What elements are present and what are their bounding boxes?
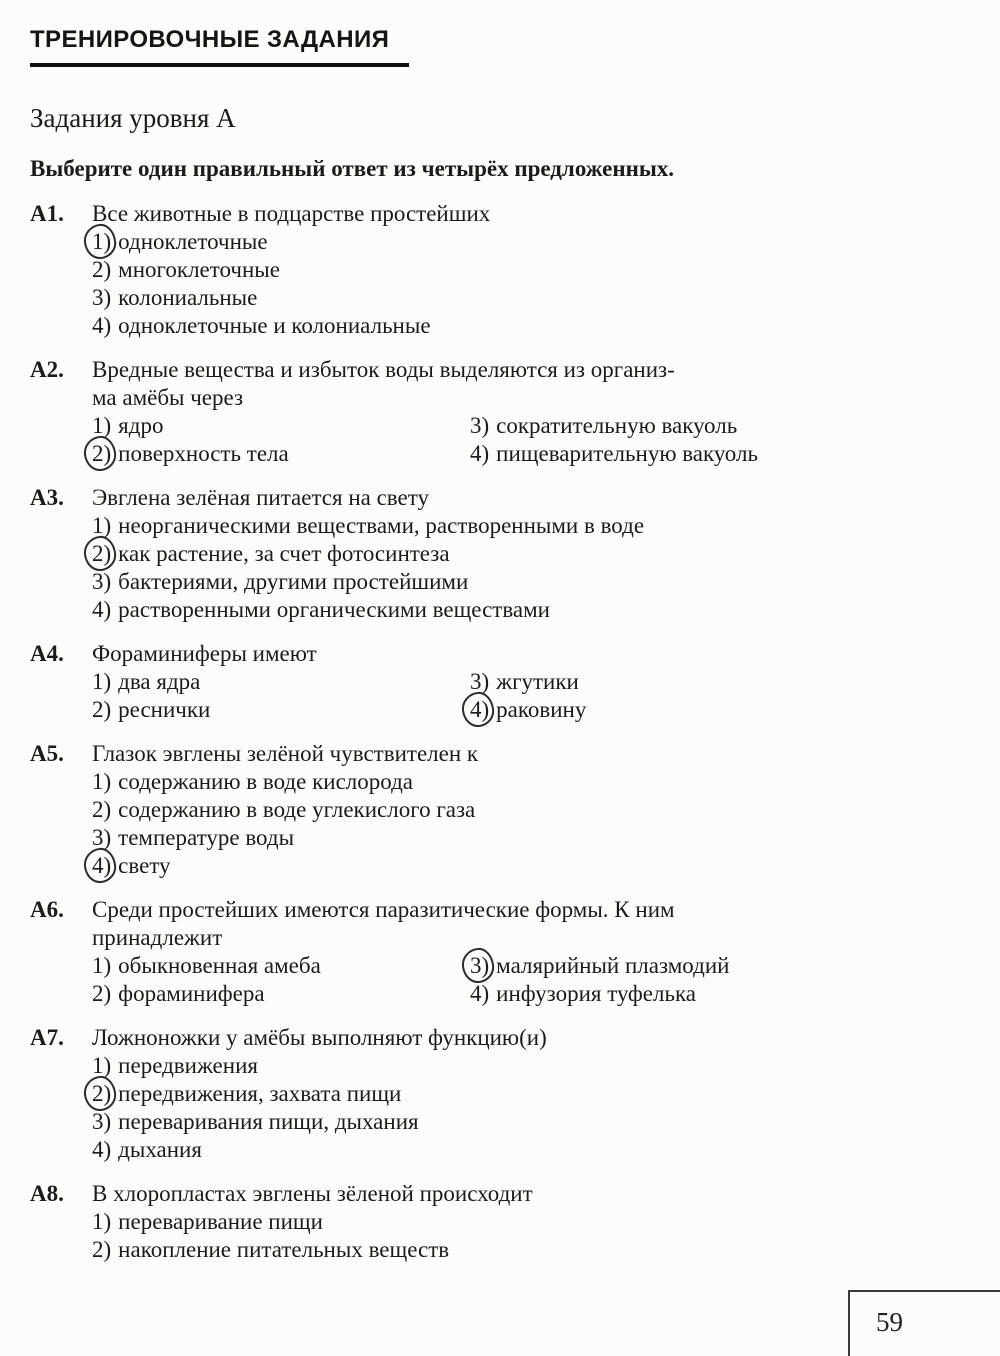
question-number: А4. — [30, 641, 64, 666]
option-text: свету — [118, 853, 171, 878]
option-text: неорганическими веществами, растворенными в воде — [118, 513, 645, 538]
option-text: передвижения — [118, 1053, 258, 1078]
options — [92, 228, 960, 340]
question-header — [30, 740, 960, 768]
answer-option — [92, 1080, 960, 1108]
option-text: температуре воды — [118, 825, 295, 850]
option-text: реснички — [118, 697, 211, 722]
options — [92, 1052, 960, 1164]
answer-option — [92, 796, 960, 824]
answer-option — [92, 1208, 960, 1236]
question-number: А2. — [30, 357, 64, 382]
question-text: Все животные в подцарстве простейших — [92, 201, 491, 226]
answer-option — [92, 568, 960, 596]
answer-option — [470, 952, 960, 980]
question-number: А6. — [30, 897, 64, 922]
answer-option — [92, 1052, 960, 1080]
option-text: содержанию в воде углекислого газа — [118, 797, 476, 822]
answer-option — [92, 256, 960, 284]
options — [92, 768, 960, 880]
option-text: бактериями, другими простейшими — [118, 569, 469, 594]
answer-option — [92, 312, 960, 340]
option-number-circled: 2) — [92, 441, 112, 466]
option-number: 1) — [92, 413, 112, 438]
question-text: Фораминиферы имеют — [92, 641, 317, 666]
questions-list — [30, 200, 960, 1264]
option-text: малярийный плазмодий — [496, 953, 730, 978]
option-text: переваривания пищи, дыхания — [118, 1109, 419, 1134]
option-text: накопление питательных веществ — [118, 1237, 450, 1262]
page-number: 59 — [876, 1307, 903, 1337]
option-text: колониальные — [118, 285, 258, 310]
option-text: многоклеточные — [118, 257, 280, 282]
answer-option — [92, 1108, 960, 1136]
option-number: 1) — [92, 953, 112, 978]
answer-option — [470, 668, 960, 696]
question-text: Вредные вещества и избыток воды выделяются из организ- ма амёбы через — [92, 357, 675, 410]
option-number: 3) — [470, 669, 490, 694]
option-text: одноклеточные и колониальные — [118, 313, 431, 338]
answer-option — [92, 980, 470, 1008]
question-header — [30, 640, 960, 668]
question-number: А5. — [30, 741, 64, 766]
option-number: 4) — [470, 441, 490, 466]
option-text: раковину — [496, 697, 587, 722]
option-number: 4) — [92, 313, 112, 338]
option-number: 1) — [92, 669, 112, 694]
question-header — [30, 200, 960, 228]
answer-option — [92, 952, 470, 980]
question-number: А1. — [30, 201, 64, 226]
answer-option — [92, 852, 960, 880]
question-number: А8. — [30, 1181, 64, 1206]
question-header — [30, 484, 960, 512]
option-number: 4) — [470, 981, 490, 1006]
option-number: 1) — [92, 513, 112, 538]
option-number: 3) — [470, 413, 490, 438]
question-number: А3. — [30, 485, 64, 510]
option-text: поверхность тела — [118, 441, 289, 466]
option-number: 4) — [92, 597, 112, 622]
answer-option — [92, 412, 470, 440]
option-number: 2) — [92, 697, 112, 722]
option-number: 1) — [92, 769, 112, 794]
question-text: Глазок эвглены зелёной чувствителен к — [92, 741, 479, 766]
option-number-circled: 4) — [92, 853, 112, 878]
option-text: содержанию в воде кислорода — [118, 769, 414, 794]
question-А3 — [30, 484, 960, 624]
option-number-circled: 4) — [470, 697, 490, 722]
answer-option — [470, 440, 960, 468]
question-text: В хлоропластах эвглены зёленой происходит — [92, 1181, 533, 1206]
option-number: 2) — [92, 981, 112, 1006]
question-number: А7. — [30, 1025, 64, 1050]
option-text: дыхания — [118, 1137, 202, 1162]
answer-option — [92, 1236, 960, 1264]
question-А5 — [30, 740, 960, 880]
option-number: 1) — [92, 1209, 112, 1234]
option-text: переваривание пищи — [118, 1209, 323, 1234]
answer-option — [92, 228, 960, 256]
options — [92, 512, 960, 624]
answer-option — [92, 440, 470, 468]
question-А8 — [30, 1180, 960, 1264]
option-text: как растение, за счет фотосинтеза — [118, 541, 450, 566]
option-number-circled: 1) — [92, 229, 112, 254]
option-text: обыкновенная амеба — [118, 953, 321, 978]
question-header — [30, 896, 960, 952]
answer-option — [470, 696, 960, 724]
option-number: 1) — [92, 1053, 112, 1078]
option-text: жгутики — [496, 669, 579, 694]
option-number: 3) — [92, 825, 112, 850]
option-number-circled: 2) — [92, 541, 112, 566]
question-А1 — [30, 200, 960, 340]
option-number-circled: 3) — [470, 953, 490, 978]
answer-option — [470, 412, 960, 440]
instruction-text: Выберите один правильный ответ из четырёх предложенных. — [30, 156, 675, 181]
answer-option — [92, 596, 960, 624]
option-number: 3) — [92, 285, 112, 310]
option-number: 3) — [92, 1109, 112, 1134]
option-text: ядро — [118, 413, 164, 438]
question-header — [30, 1024, 960, 1052]
answer-option — [470, 980, 960, 1008]
option-text: инфузория туфелька — [496, 981, 696, 1006]
options — [92, 668, 960, 724]
option-number: 4) — [92, 1137, 112, 1162]
question-header — [30, 1180, 960, 1208]
option-text: фораминифера — [118, 981, 265, 1006]
option-number: 2) — [92, 1237, 112, 1262]
option-text: растворенными органическими веществами — [118, 597, 550, 622]
options — [92, 412, 960, 468]
answer-option — [92, 696, 470, 724]
answer-option — [92, 824, 960, 852]
option-text: одноклеточные — [118, 229, 268, 254]
question-А4 — [30, 640, 960, 724]
options — [92, 952, 960, 1008]
option-text: передвижения, захвата пищи — [118, 1081, 402, 1106]
question-text: Среди простейших имеются паразитические формы. К ним принадлежит — [92, 897, 675, 950]
question-text: Эвглена зелёная питается на свету — [92, 485, 429, 510]
question-А6 — [30, 896, 960, 1008]
option-number: 2) — [92, 257, 112, 282]
answer-option — [92, 540, 960, 568]
option-text: сократительную вакуоль — [496, 413, 738, 438]
question-text: Ложноножки у амёбы выполняют функцию(и) — [92, 1025, 547, 1050]
option-number-circled: 2) — [92, 1081, 112, 1106]
question-header — [30, 356, 960, 412]
option-text: пищеварительную вакуоль — [496, 441, 758, 466]
answer-option — [92, 768, 960, 796]
option-text: два ядра — [118, 669, 201, 694]
page-header: ТРЕНИРОВОЧНЫЕ ЗАДАНИЯ — [30, 26, 409, 67]
answer-option — [92, 512, 960, 540]
question-А7 — [30, 1024, 960, 1164]
option-number: 2) — [92, 797, 112, 822]
question-А2 — [30, 356, 960, 468]
option-number: 3) — [92, 569, 112, 594]
section-title: Задания уровня А — [30, 103, 236, 133]
answer-option — [92, 668, 470, 696]
answer-option — [92, 1136, 960, 1164]
page-number-box — [848, 1290, 1000, 1356]
answer-option — [92, 284, 960, 312]
options — [92, 1208, 960, 1264]
